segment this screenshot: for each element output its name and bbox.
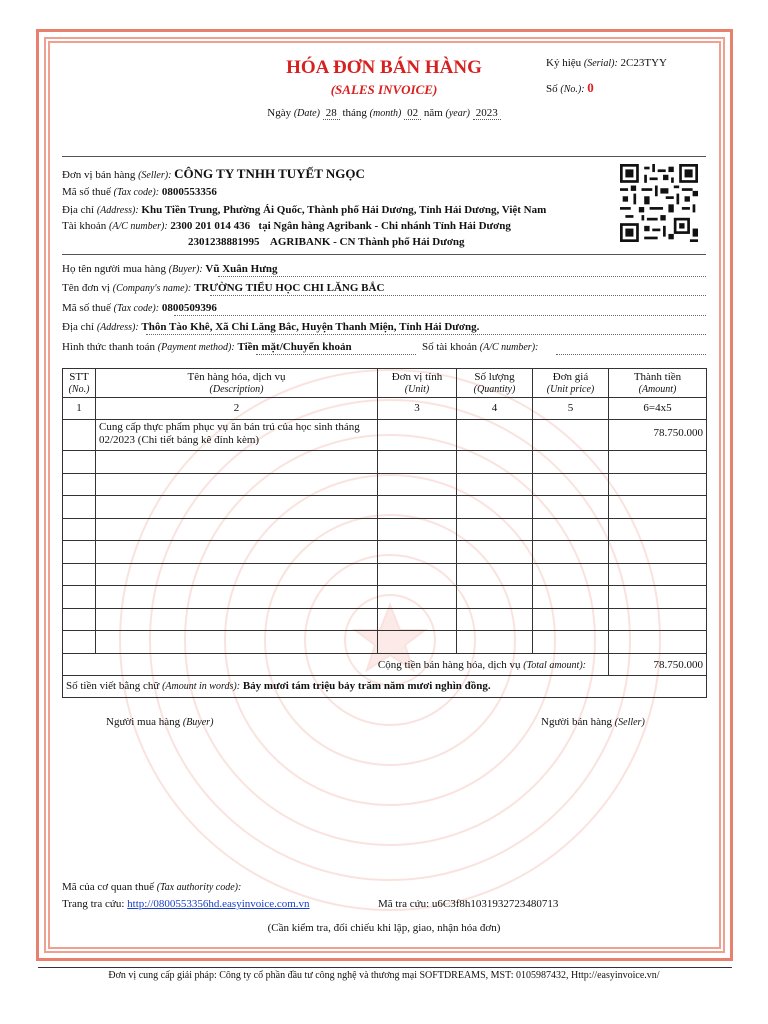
header-amount: Thành tiền (Amount): [609, 369, 707, 398]
date-day: 28: [323, 107, 340, 120]
seller-name: CÔNG TY TNHH TUYẾT NGỌC: [174, 166, 365, 181]
seller-tax-row: Mã số thuế (Tax code): 0800553356: [62, 186, 217, 198]
buyer-address-row: Địa chỉ (Address): Thôn Tào Khê, Xã Chi Lăng Bắc, Huyện Thanh Miện, Tỉnh Hải Dương.: [62, 321, 480, 333]
invoice-title: HÓA ĐƠN BÁN HÀNG: [286, 57, 482, 78]
lookup-url-row: Trang tra cứu: http://0800553356hd.easyinvoice.com.vn: [62, 898, 310, 910]
dotted-line: [210, 295, 706, 296]
table-row: [63, 631, 707, 654]
table-row: [63, 518, 707, 541]
seller-address-row: Địa chỉ (Address): Khu Tiền Trung, Phường Ái Quốc, Thành phố Hải Dương, Tỉnh Hải Dương, Việt Nam: [62, 204, 547, 216]
tax-authority-row: Mã của cơ quan thuế (Tax authority code):: [62, 881, 242, 893]
buyer-account-row: Số tài khoản (A/C number):: [422, 341, 539, 353]
buyer-name: Vũ Xuân Hưng: [205, 263, 278, 275]
invoice-date: Ngày (Date) 28 tháng (month) 02 năm (year) 2023: [0, 107, 768, 120]
header-unit: Đơn vị tính (Unit): [378, 369, 457, 398]
buyer-signature-label: Người mua hàng (Buyer): [106, 716, 214, 728]
table-header-row: [63, 369, 707, 398]
invoice-subtitle: (SALES INVOICE): [330, 82, 438, 97]
lookup-code: u6C3f8h1031932723480713: [431, 898, 559, 910]
seller-account-2: 2301238881995 AGRIBANK - CN Thành phố Hải Dương: [188, 236, 465, 248]
table-row: [63, 473, 707, 496]
invoice-number: Số (No.): 0: [546, 80, 594, 95]
items-table: [62, 368, 707, 698]
header-quantity: Số lượng (Quantity): [457, 369, 533, 398]
header-unit-price: Đơn giá (Unit price): [533, 369, 609, 398]
buyer-payment-row: Hình thức thanh toán (Payment method): Tiền mặt/Chuyển khoản: [62, 341, 352, 353]
lookup-url-link[interactable]: http://0800553356hd.easyinvoice.com.vn: [127, 898, 310, 910]
total-amount: 78.750.000: [609, 653, 707, 675]
verify-note: (Cần kiểm tra, đối chiếu khi lập, giao, nhận hóa đơn): [267, 922, 501, 934]
dotted-line: [256, 354, 416, 355]
table-row: [63, 451, 707, 474]
buyer-company-row: Tên đơn vị (Company's name): TRƯỜNG TIỂU HỌC CHI LĂNG BẮC: [62, 282, 385, 294]
table-row: [63, 563, 707, 586]
buyer-tax-row: Mã số thuế (Tax code): 0800509396: [62, 302, 217, 314]
footer-divider: [38, 967, 732, 968]
divider: [62, 156, 706, 157]
seller-signature-label: Người bán hàng (Seller): [541, 716, 645, 728]
qr-code: [620, 164, 698, 242]
seller-account-row: Tài khoản (A/C number): 2300 201 014 436 tại Ngân hàng Agribank - Chi nhánh Tỉnh Hải Dương: [62, 220, 511, 232]
divider: [62, 254, 706, 255]
invoice-serial: Ký hiệu (Serial): 2C23TYY: [546, 57, 667, 69]
lookup-code-row: Mã tra cứu: u6C3f8h1031932723480713: [378, 898, 559, 910]
dotted-line: [218, 276, 706, 277]
total-row: Cộng tiền bán hàng hóa, dịch vụ (Total amount): 78.750.000: [63, 653, 707, 675]
table-row: [63, 541, 707, 564]
index-row: 1 2 3 4 5 6=4x5: [63, 398, 707, 420]
date-year: 2023: [473, 107, 501, 120]
amount-in-words: Bảy mươi tám triệu bảy trăm năm mươi nghìn đồng.: [242, 679, 491, 692]
buyer-name-row: Họ tên người mua hàng (Buyer): Vũ Xuân Hưng: [62, 263, 278, 275]
table-row: [63, 420, 707, 451]
table-row: [63, 586, 707, 609]
table-row: [63, 496, 707, 519]
table-row: [63, 608, 707, 631]
header-description: Tên hàng hóa, dịch vụ (Description): [96, 369, 378, 398]
seller-name-row: Đơn vị bán hàng (Seller): CÔNG TY TNHH TUYẾT NGỌC: [62, 166, 365, 181]
header-no: STT (No.): [63, 369, 96, 398]
item-description: Cung cấp thực phẩm phục vụ ăn bán trú của học sinh tháng 02/2023 (Chi tiết bảng kê đính kèm): [96, 420, 378, 451]
dotted-line: [174, 315, 706, 316]
provider-footer: Đơn vị cung cấp giải pháp: Công ty cổ phần đầu tư công nghệ và thương mại SOFTDREAMS, MST: 0105987432, Http://easyinvoice.vn/: [108, 970, 660, 981]
dotted-line: [556, 354, 706, 355]
date-month: 02: [404, 107, 421, 120]
dotted-line: [146, 334, 706, 335]
amount-words-row: Số tiền viết bằng chữ (Amount in words): Bảy mươi tám triệu bảy trăm năm mươi nghìn đồng.: [63, 675, 707, 697]
item-amount: 78.750.000: [609, 420, 707, 451]
